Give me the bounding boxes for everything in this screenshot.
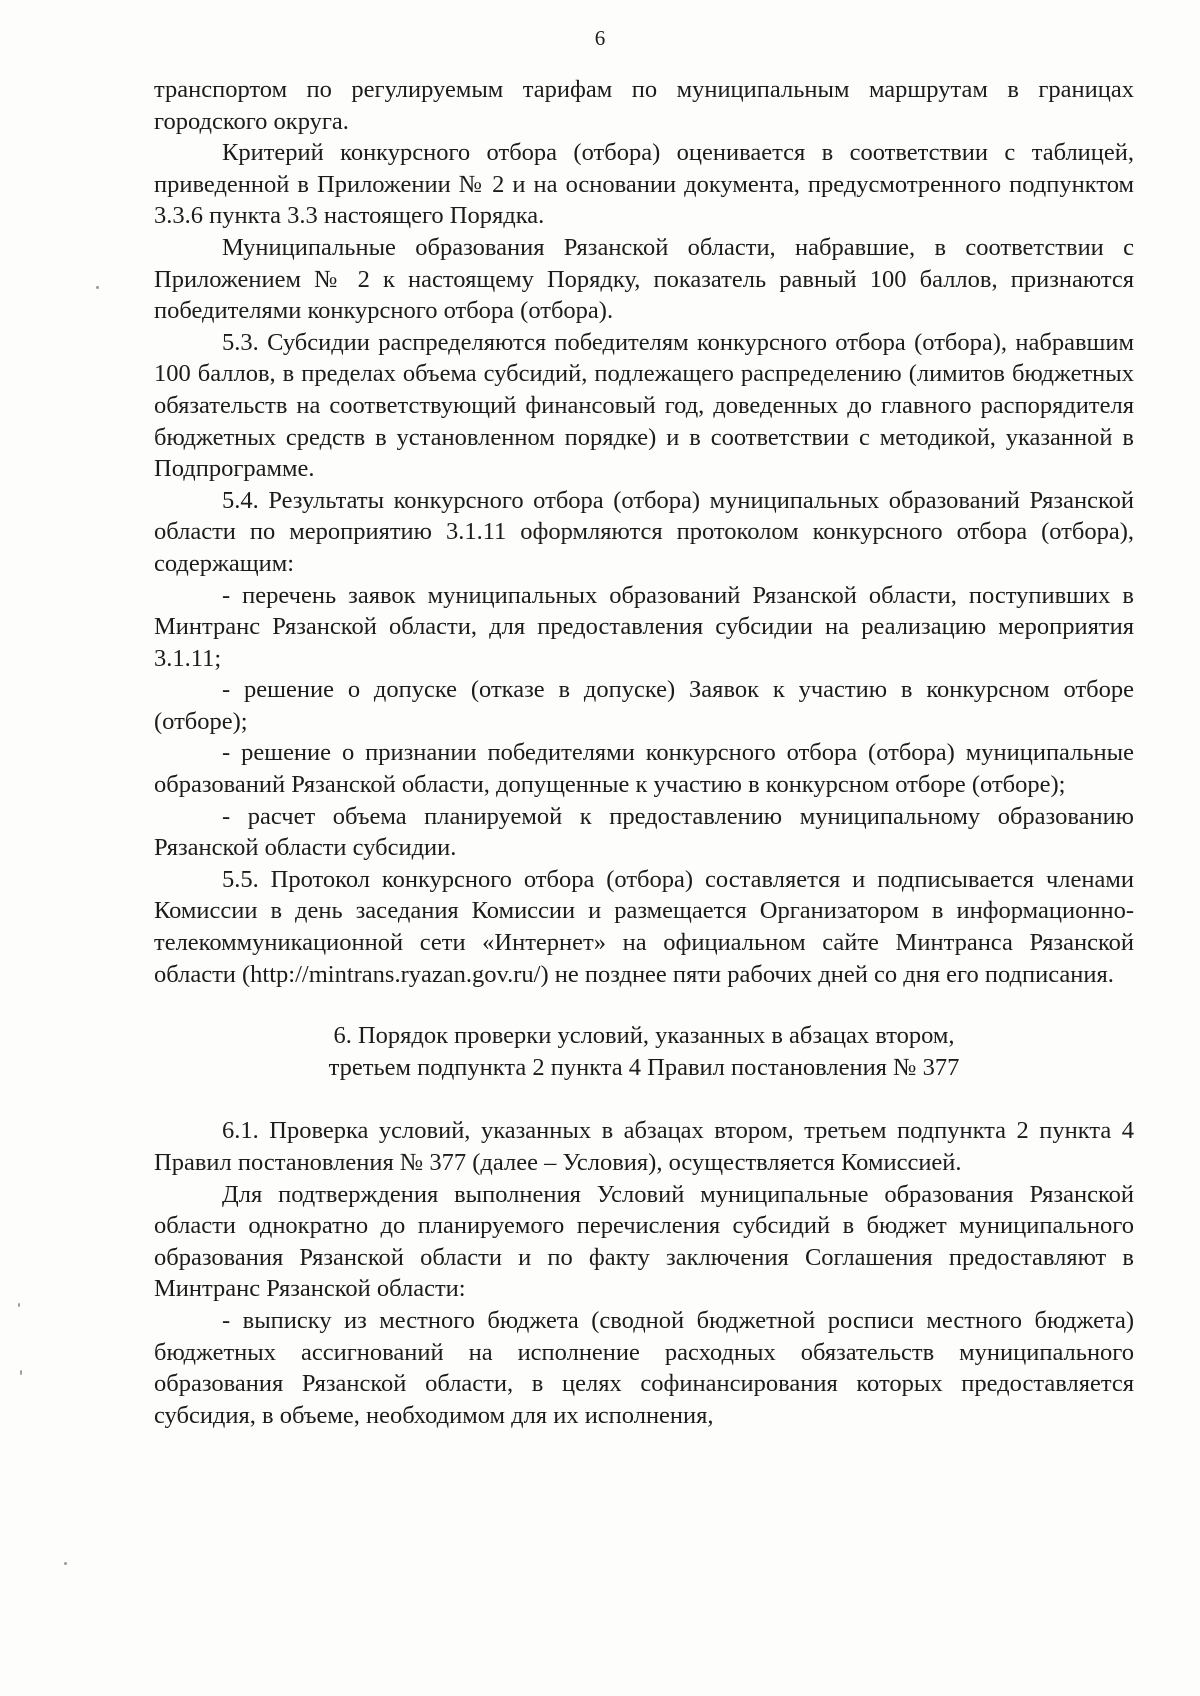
paragraph-criterion: Критерий конкурсного отбора (отбора) оценивается в соответствии с таблицей, приведенной в Приложении № 2 и на основании документа, предусмотренного подпунктом 3.3.6 пункта 3.3 настоящего Порядка. xyxy=(154,139,1134,230)
paragraph-5-3: 5.3. Субсидии распределяются победителям конкурсного отбора (отбора), набравшим 100 баллов, в пределах объема субсидий, подлежащего распределению (лимитов бюджетных обязательств на соответствующий финансовый год, доведенных до главного распорядителя бюджетных средств в установленном порядке) и в соответствии с методикой, указанной в Подпрограмме. xyxy=(154,328,1134,483)
section-6-title-line-1: 6. Порядок проверки условий, указанных в абзацах втором, xyxy=(333,1022,955,1050)
document-body xyxy=(154,74,1134,1431)
list-item-budget-extract: - выписку из местного бюджета (сводной бюджетной росписи местного бюджета) бюджетных ассигнований на исполнение расходных обязательств муниципального образования Рязанской области, в целях софинансирования которых предоставляется субсидия, в объеме, необходимом для их исполнения, xyxy=(154,1306,1134,1429)
paragraph-5-5: 5.5. Протокол конкурсного отбора (отбора) составляется и подписывается членами Комиссии в день заседания Комиссии и размещается Организатором в информационно-телекоммуникационной сети «Интернет» на официальном сайте Минтранса Рязанской области (http://mintrans.ryazan.gov.ru/) не позднее пяти рабочих дней со дня его подписания. xyxy=(154,865,1134,988)
scan-speck xyxy=(18,1303,20,1307)
section-6-heading xyxy=(154,1020,1134,1083)
paragraph-confirmation: Для подтверждения выполнения Условий муниципальные образования Рязанской области однократно до планируемого перечисления субсидий в бюджет муниципального образования Рязанской области и по факту заключения Соглашения предоставляют в Минтранс Рязанской области: xyxy=(154,1180,1134,1303)
scan-speck xyxy=(96,286,99,289)
page-number: 6 xyxy=(594,26,606,50)
paragraph-winners: Муниципальные образования Рязанской области, набравшие, в соответствии с Приложением № 2 к настоящему Порядку, показатель равный 100 баллов, признаются победителями конкурсного отбора (отбора). xyxy=(154,233,1134,325)
section-6-title-line-2: третьем подпункта 2 пункта 4 Правил постановления № 377 xyxy=(328,1053,960,1081)
list-item-admission: - решение о допуске (отказе в допуске) Заявок к участию в конкурсном отборе (отборе); xyxy=(154,676,1134,735)
list-item-applications: - перечень заявок муниципальных образований Рязанской области, поступивших в Минтранс Рязанской области, для предоставления субсидии на реализацию мероприятия 3.1.11; xyxy=(154,581,1134,672)
scan-speck xyxy=(64,1562,67,1565)
list-item-recognition: - решение о признании победителями конкурсного отбора (отбора) муниципальные образований Рязанской области, допущенные к участию в конкурсном отборе (отборе); xyxy=(154,739,1134,799)
paragraph-continuation: транспортом по регулируемым тарифам по муниципальным маршрутам в границах городского округа. xyxy=(154,76,1134,135)
paragraph-5-4: 5.4. Результаты конкурсного отбора (отбора) муниципальных образований Рязанской области по мероприятию 3.1.11 оформляются протоколом конкурсного отбора (отбора), содержащим: xyxy=(154,486,1134,577)
paragraph-6-1: 6.1. Проверка условий, указанных в абзацах втором, третьем подпункта 2 пункта 4 Правил постановления № 377 (далее – Условия), осуществляется Комиссией. xyxy=(154,1117,1134,1176)
list-item-calculation: - расчет объема планируемой к предоставлению муниципальному образованию Рязанской области субсидии. xyxy=(154,802,1134,862)
scan-speck xyxy=(20,1370,22,1375)
